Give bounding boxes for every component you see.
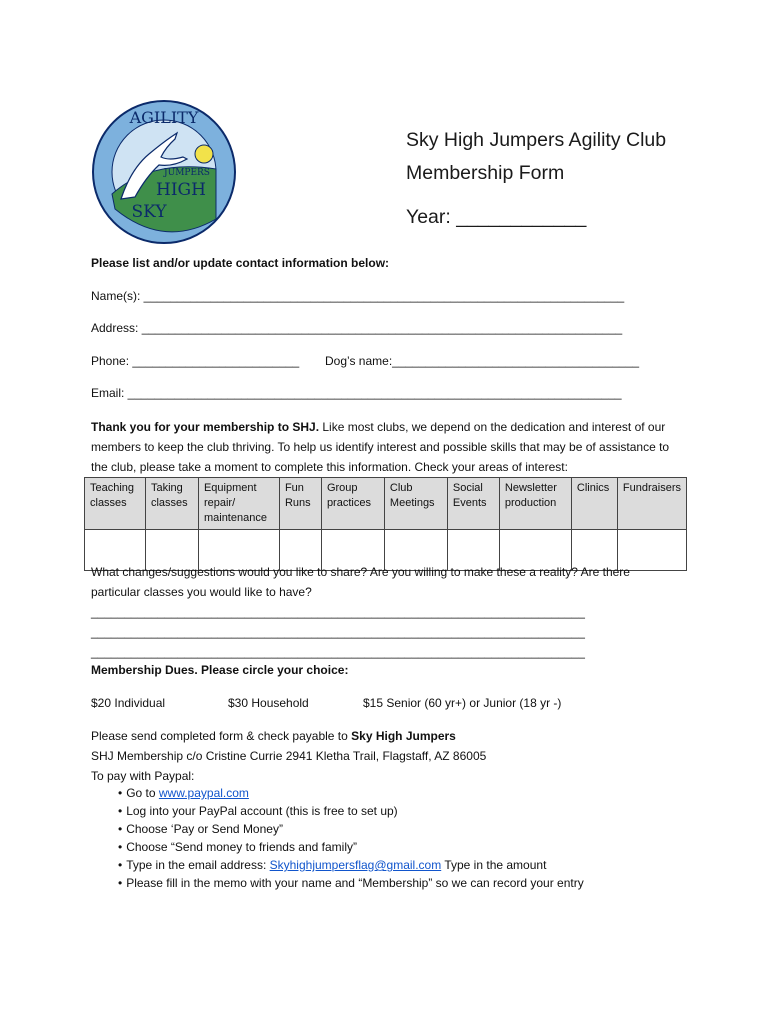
names-field[interactable]: Name(s): ________________________________________________________________________ xyxy=(91,289,625,303)
interest-table xyxy=(84,477,687,571)
svg-text:AGILITY: AGILITY xyxy=(129,108,199,127)
col-equipment: Equipment repair/ maintenance xyxy=(198,478,279,530)
list-item: • Go to www.paypal.com xyxy=(118,784,584,802)
contact-heading: Please list and/or update contact information below: xyxy=(91,256,390,270)
col-taking: Taking classes xyxy=(145,478,198,530)
list-item: • Please fill in the memo with your name and “Membership” so we can record your entry xyxy=(118,874,584,892)
suggestions-question: What changes/suggestions would you like to share? Are you willing to make these a reality? Are there particular classes you would like to have? xyxy=(91,565,630,599)
paypal-steps xyxy=(118,784,584,892)
svg-text:SKY: SKY xyxy=(131,202,167,222)
list-item: • Log into your PayPal account (this is free to set up) xyxy=(118,802,584,820)
dues-senior-junior[interactable]: $15 Senior (60 yr+) or Junior (18 yr -) xyxy=(363,696,562,710)
paypal-heading: To pay with Paypal: xyxy=(91,769,195,783)
email-link[interactable]: Skyhighjumpersflag@gmail.com xyxy=(269,858,442,872)
form-title-line2: Membership Form xyxy=(406,162,565,184)
col-newsletter: Newsletter production xyxy=(499,478,571,530)
email-field[interactable]: Email: __________________________________________________________________________ xyxy=(91,386,622,400)
year-field[interactable]: Year: ____________ xyxy=(406,206,587,228)
list-item: • Choose “Send money to friends and family” xyxy=(118,838,584,856)
suggestion-line-1[interactable]: __________________________________________________________________________ xyxy=(91,605,585,619)
col-fundraisers: Fundraisers xyxy=(617,478,686,530)
suggestion-line-3[interactable]: __________________________________________________________________________ xyxy=(91,645,585,659)
club-logo xyxy=(91,99,237,245)
thanks-paragraph xyxy=(91,417,681,477)
thanks-text: Like most clubs, we depend on the dedication and interest of our members to keep the club thriving. To help us identify interest and possible skills that may be of assistance to the club, please take a moment to complete this information. Check your areas of interest: xyxy=(91,420,670,474)
payee-name: Sky High Jumpers xyxy=(351,729,456,743)
dues-individual[interactable]: $20 Individual xyxy=(91,696,166,710)
thanks-bold: Thank you for your membership to SHJ. xyxy=(91,420,320,434)
form-title-line1: Sky High Jumpers Agility Club xyxy=(406,129,667,151)
send-instructions: Please send completed form & check payable to Sky High Jumpers xyxy=(91,729,456,743)
svg-text:JUMPERS: JUMPERS xyxy=(164,168,210,178)
col-social: Social Events xyxy=(447,478,499,530)
col-teaching: Teaching classes xyxy=(85,478,146,530)
dues-household[interactable]: $30 Household xyxy=(228,696,309,710)
col-group: Group practices xyxy=(321,478,384,530)
col-club: Club Meetings xyxy=(384,478,447,530)
interest-header-row xyxy=(85,478,687,530)
list-item: • Type in the email address: Skyhighjumpersflag@gmail.com Type in the amount xyxy=(118,856,584,874)
paypal-link[interactable]: www.paypal.com xyxy=(158,786,249,800)
suggestion-line-2[interactable]: __________________________________________________________________________ xyxy=(91,625,585,639)
address-field[interactable]: Address: ________________________________________________________________________ xyxy=(91,321,623,335)
dues-heading: Membership Dues. Please circle your choice: xyxy=(91,663,349,677)
mailing-address: SHJ Membership c/o Cristine Currie 2941 Kletha Trail, Flagstaff, AZ 86005 xyxy=(91,749,487,763)
dog-name-field[interactable]: Dog’s name:_____________________________________ xyxy=(325,354,640,368)
phone-field[interactable]: Phone: _________________________ xyxy=(91,354,300,368)
list-item: • Choose ‘Pay or Send Money” xyxy=(118,820,584,838)
svg-text:HIGH: HIGH xyxy=(156,180,206,200)
col-clinics: Clinics xyxy=(571,478,617,530)
col-fun-runs: Fun Runs xyxy=(279,478,321,530)
